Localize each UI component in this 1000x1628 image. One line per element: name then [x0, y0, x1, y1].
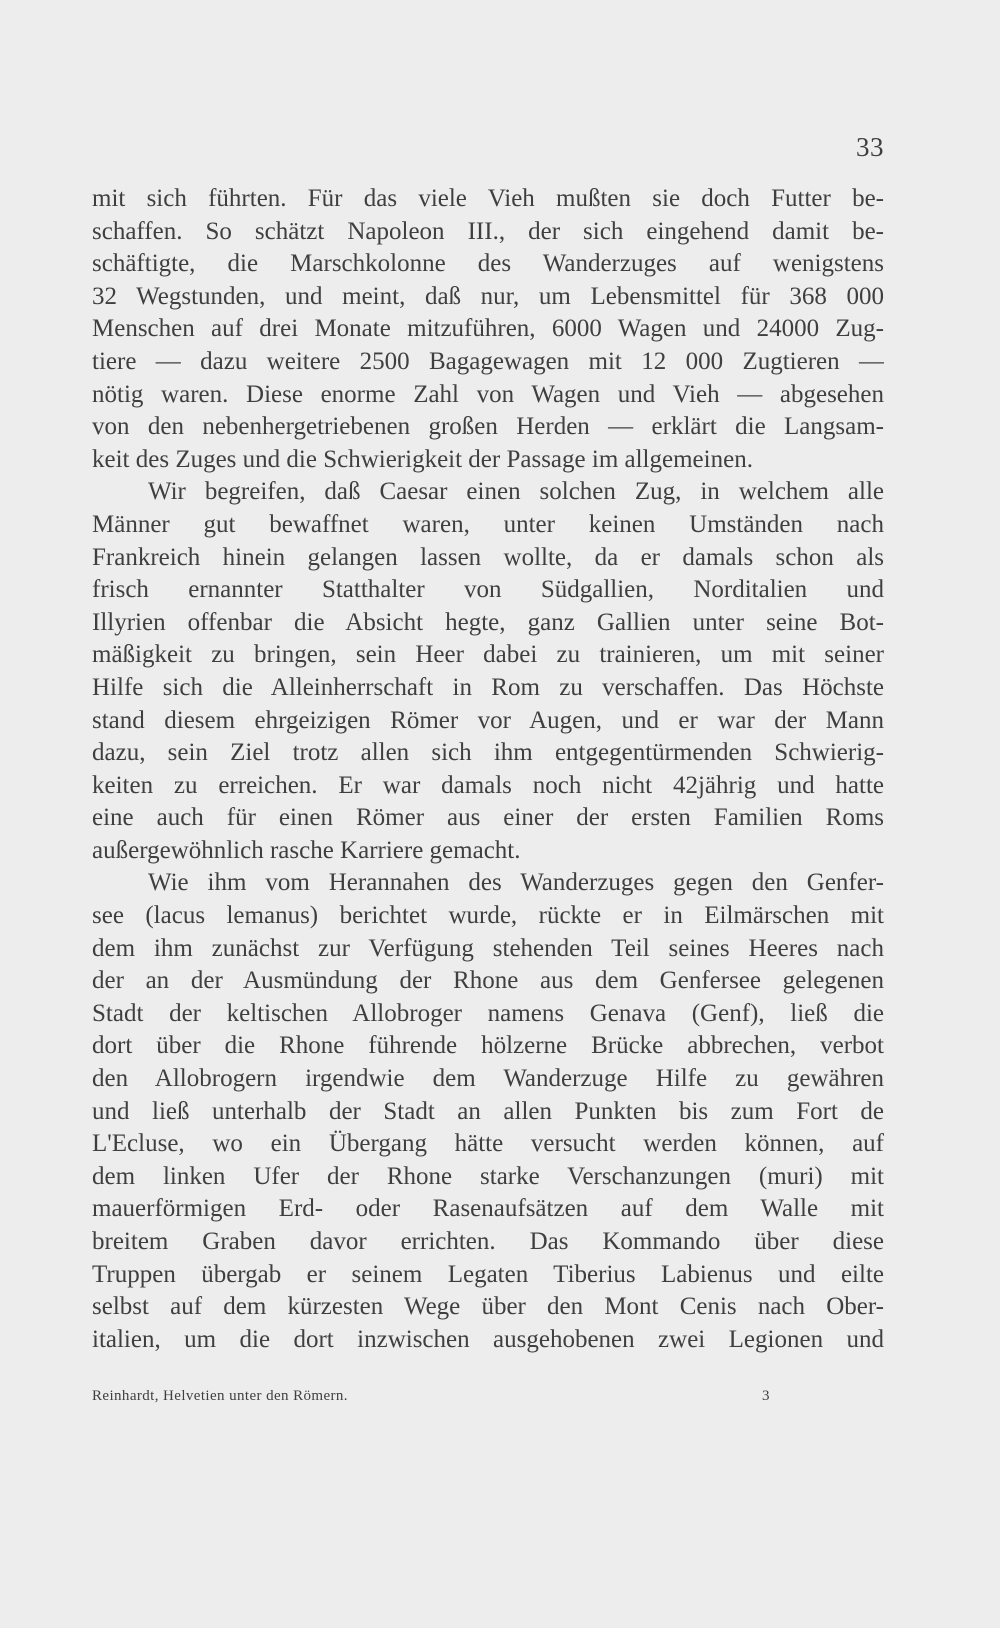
text-line: mäßigkeit zu bringen, sein Heer dabei zu trainieren, um mit seiner	[92, 641, 884, 669]
text-line: keiten zu erreichen. Er war damals noch nicht 42jährig und hatte	[92, 771, 884, 799]
text-line: Illyrien offenbar die Absicht hegte, ganz Gallien unter seine Bot-	[92, 608, 884, 636]
text-line: frisch ernannter Statthalter von Südgallien, Norditalien und	[92, 576, 884, 604]
paragraph-start: Wie ihm vom Herannahen des Wanderzuges gegen den Genfer-	[148, 869, 884, 897]
text-line: außergewöhnlich rasche Karriere gemacht.	[92, 836, 521, 864]
text-line: keit des Zuges und die Schwierigkeit der Passage im allgemeinen.	[92, 445, 753, 473]
text-line: Frankreich hinein gelangen lassen wollte, da er damals schon als	[92, 543, 884, 571]
text-line: dem ihm zunächst zur Verfügung stehenden Teil seines Heeres nach	[92, 934, 884, 962]
text-line: dazu, sein Ziel trotz allen sich ihm entgegentürmenden Schwierig-	[92, 739, 884, 767]
text-line: see (lacus lemanus) berichtet wurde, rückte er in Eilmärschen mit	[92, 902, 884, 930]
page-number: 33	[856, 132, 884, 162]
text-line: Männer gut bewaffnet waren, unter keinen Umständen nach	[92, 510, 884, 538]
text-line: Hilfe sich die Alleinherrschaft in Rom zu verschaffen. Das Höchste	[92, 673, 884, 701]
text-line: nötig waren. Diese enorme Zahl von Wagen und Vieh — abgesehen	[92, 380, 884, 408]
text-line: 32 Wegstunden, und meint, daß nur, um Lebensmittel für 368 000	[92, 282, 884, 310]
text-line: stand diesem ehrgeizigen Römer vor Augen, und er war der Mann	[92, 706, 884, 734]
text-line: Truppen übergab er seinem Legaten Tiberius Labienus und eilte	[92, 1260, 884, 1288]
text-line: tiere — dazu weitere 2500 Bagagewagen mit 12 000 Zugtieren —	[92, 347, 884, 375]
text-line: L'Ecluse, wo ein Übergang hätte versucht werden können, auf	[92, 1130, 884, 1158]
text-line: italien, um die dort inzwischen ausgehobenen zwei Legionen und	[92, 1325, 884, 1353]
text-line: eine auch für einen Römer aus einer der ersten Familien Roms	[92, 804, 884, 832]
text-line: und ließ unterhalb der Stadt an allen Punkten bis zum Fort de	[92, 1097, 884, 1125]
text-line: Stadt der keltischen Allobroger namens Genava (Genf), ließ die	[92, 999, 884, 1027]
paragraph-start: Wir begreifen, daß Caesar einen solchen Zug, in welchem alle	[148, 478, 884, 506]
text-line: dem linken Ufer der Rhone starke Verschanzungen (muri) mit	[92, 1162, 884, 1190]
footer-source: Reinhardt, Helvetien unter den Römern.	[92, 1388, 348, 1404]
footer-signature-number: 3	[762, 1388, 770, 1404]
page-footer	[92, 1388, 884, 1412]
text-line: mit sich führten. Für das viele Vieh mußten sie doch Futter be-	[92, 185, 884, 212]
text-line: mauerförmigen Erd- oder Rasenaufsätzen auf dem Walle mit	[92, 1195, 884, 1223]
text-line: selbst auf dem kürzesten Wege über den Mont Cenis nach Ober-	[92, 1293, 884, 1321]
text-line: dort über die Rhone führende hölzerne Brücke abbrechen, verbot	[92, 1032, 884, 1060]
text-line: den Allobrogern irgendwie dem Wanderzuge Hilfe zu gewähren	[92, 1065, 884, 1093]
text-line: schaffen. So schätzt Napoleon III., der sich eingehend damit be-	[92, 217, 884, 245]
text-line: Menschen auf drei Monate mitzuführen, 6000 Wagen und 24000 Zug-	[92, 315, 884, 343]
text-line: schäftigte, die Marschkolonne des Wanderzuges auf wenigstens	[92, 250, 884, 278]
body-text	[92, 183, 884, 1356]
text-line: von den nebenhergetriebenen großen Herden — erklärt die Langsam-	[92, 413, 884, 441]
text-line: der an der Ausmündung der Rhone aus dem Genfersee gelegenen	[92, 967, 884, 995]
text-line: breitem Graben davor errichten. Das Kommando über diese	[92, 1228, 884, 1255]
